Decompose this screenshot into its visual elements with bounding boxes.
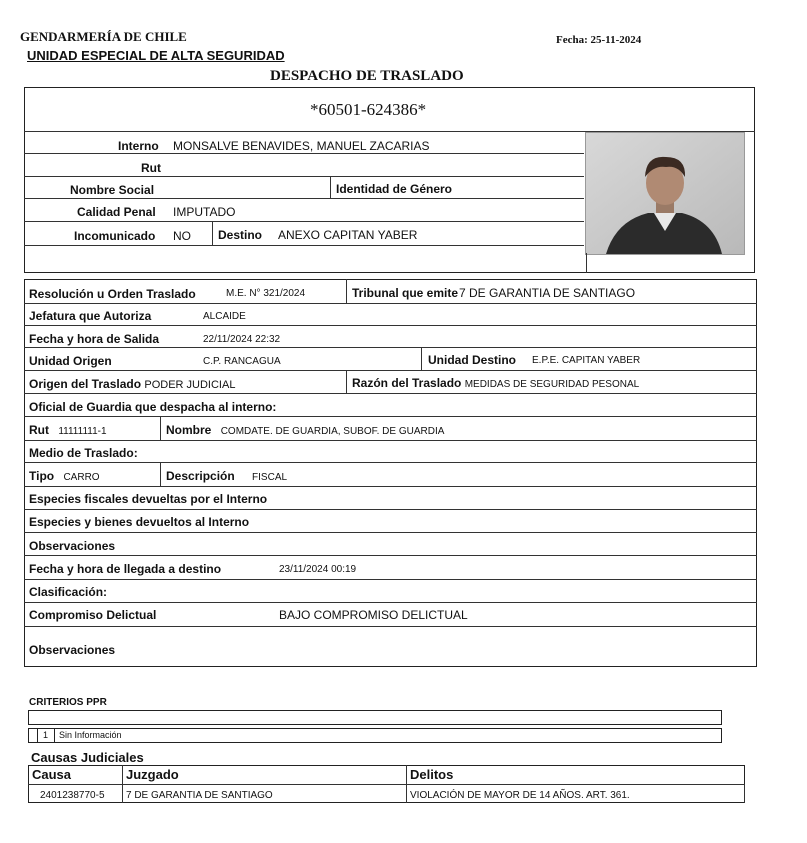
ppr-title: CRITERIOS PPR: [29, 697, 107, 708]
observaciones2-label: Observaciones: [29, 643, 116, 657]
incomunicado-label: Incomunicado: [74, 229, 156, 243]
unidad-origen-label: Unidad Origen: [29, 354, 112, 368]
razon-traslado-value: MEDIDAS DE SEGURIDAD PESONAL: [464, 379, 640, 390]
document-code: *60501-624386*: [310, 100, 427, 119]
origen-traslado-value: PODER JUDICIAL: [144, 379, 236, 391]
compromiso-value: BAJO COMPROMISO DELICTUAL: [279, 608, 468, 622]
origen-traslado-label: Origen del Traslado: [29, 377, 142, 391]
ppr-box: [28, 710, 722, 725]
oficial-nombre: [166, 423, 444, 439]
incomunicado-value: NO: [173, 229, 191, 243]
identidad-genero-label: Identidad de Género: [336, 182, 453, 196]
especies-bienes-label: Especies y bienes devueltos al Interno: [29, 515, 250, 529]
jefatura-value: ALCAIDE: [203, 311, 246, 322]
razon-traslado: [352, 376, 639, 392]
llegada-value: 23/11/2024 00:19: [279, 564, 357, 575]
origen-traslado: [29, 377, 235, 392]
interno-label: Interno: [118, 139, 159, 153]
tipo: [29, 469, 100, 485]
especies-fiscales-label: Especies fiscales devueltas por el Interno: [29, 492, 268, 506]
tribunal-value: 7 DE GARANTIA DE SANTIAGO: [459, 286, 636, 300]
oficial-nombre-value: COMDATE. DE GUARDIA, SUBOF. DE GUARDIA: [220, 426, 445, 437]
clasificacion-label: Clasificación:: [29, 585, 108, 599]
tipo-value: CARRO: [63, 472, 100, 483]
causas-header-delitos: Delitos: [410, 767, 454, 782]
unidad-origen-value: C.P. RANCAGUA: [203, 356, 281, 367]
juzgado-cell: 7 DE GARANTIA DE SANTIAGO: [126, 790, 273, 801]
causas-title: Causas Judiciales: [31, 750, 144, 765]
oficial-nombre-label: Nombre: [166, 423, 212, 437]
page-title: DESPACHO DE TRASLADO: [270, 68, 464, 84]
salida-value: 22/11/2024 22:32: [203, 334, 281, 345]
tribunal-label: Tribunal que emite: [352, 286, 459, 300]
resolucion-value: M.E. N° 321/2024: [226, 288, 306, 299]
tipo-label: Tipo: [29, 469, 55, 483]
oficial-rut-label: Rut: [29, 423, 49, 437]
jefatura-label: Jefatura que Autoriza: [29, 309, 152, 323]
medio-label: Medio de Traslado:: [29, 446, 138, 460]
descripcion-value: FISCAL: [252, 472, 288, 483]
causas-header-juzgado: Juzgado: [126, 767, 179, 782]
salida-label: Fecha y hora de Salida: [29, 332, 160, 346]
delitos-cell: VIOLACIÓN DE MAYOR DE 14 AÑOS. ART. 361.: [410, 790, 630, 801]
resolucion-label: Resolución u Orden Traslado: [29, 287, 196, 301]
destino-label: Destino: [218, 228, 263, 242]
nombre-social-label: Nombre Social: [70, 183, 155, 197]
descripcion-label: Descripción: [166, 469, 235, 483]
org-name: GENDARMERÍA DE CHILE: [20, 29, 187, 44]
unidad-destino-value: E.P.E. CAPITAN YABER: [532, 355, 641, 366]
interno-value: MONSALVE BENAVIDES, MANUEL ZACARIAS: [173, 139, 430, 153]
razon-traslado-label: Razón del Traslado: [352, 376, 462, 390]
oficial-rut: [29, 423, 107, 439]
llegada-label: Fecha y hora de llegada a destino: [29, 562, 222, 576]
destino-value: ANEXO CAPITAN YABER: [278, 228, 418, 242]
calidad-penal-value: IMPUTADO: [173, 205, 236, 219]
causa-cell: 2401238770-5: [40, 790, 105, 801]
observaciones-label: Observaciones: [29, 539, 116, 553]
causas-header-causa: Causa: [32, 767, 72, 782]
compromiso-label: Compromiso Delictual: [29, 608, 157, 622]
ppr-row: [28, 728, 722, 743]
inmate-photo: [585, 132, 745, 255]
unit-name: UNIDAD ESPECIAL DE ALTA SEGURIDAD: [27, 48, 285, 63]
rut-label: Rut: [141, 161, 161, 175]
calidad-penal-label: Calidad Penal: [77, 205, 156, 219]
ppr-num: 1: [43, 730, 49, 740]
oficial-label: Oficial de Guardia que despacha al interno:: [29, 400, 277, 414]
ppr-info: Sin Información: [59, 730, 122, 740]
descripcion: [166, 469, 287, 485]
unidad-destino-label: Unidad Destino: [428, 353, 517, 367]
report-date: Fecha: 25-11-2024: [556, 34, 642, 46]
oficial-rut-value: 11111111-1: [58, 426, 107, 437]
